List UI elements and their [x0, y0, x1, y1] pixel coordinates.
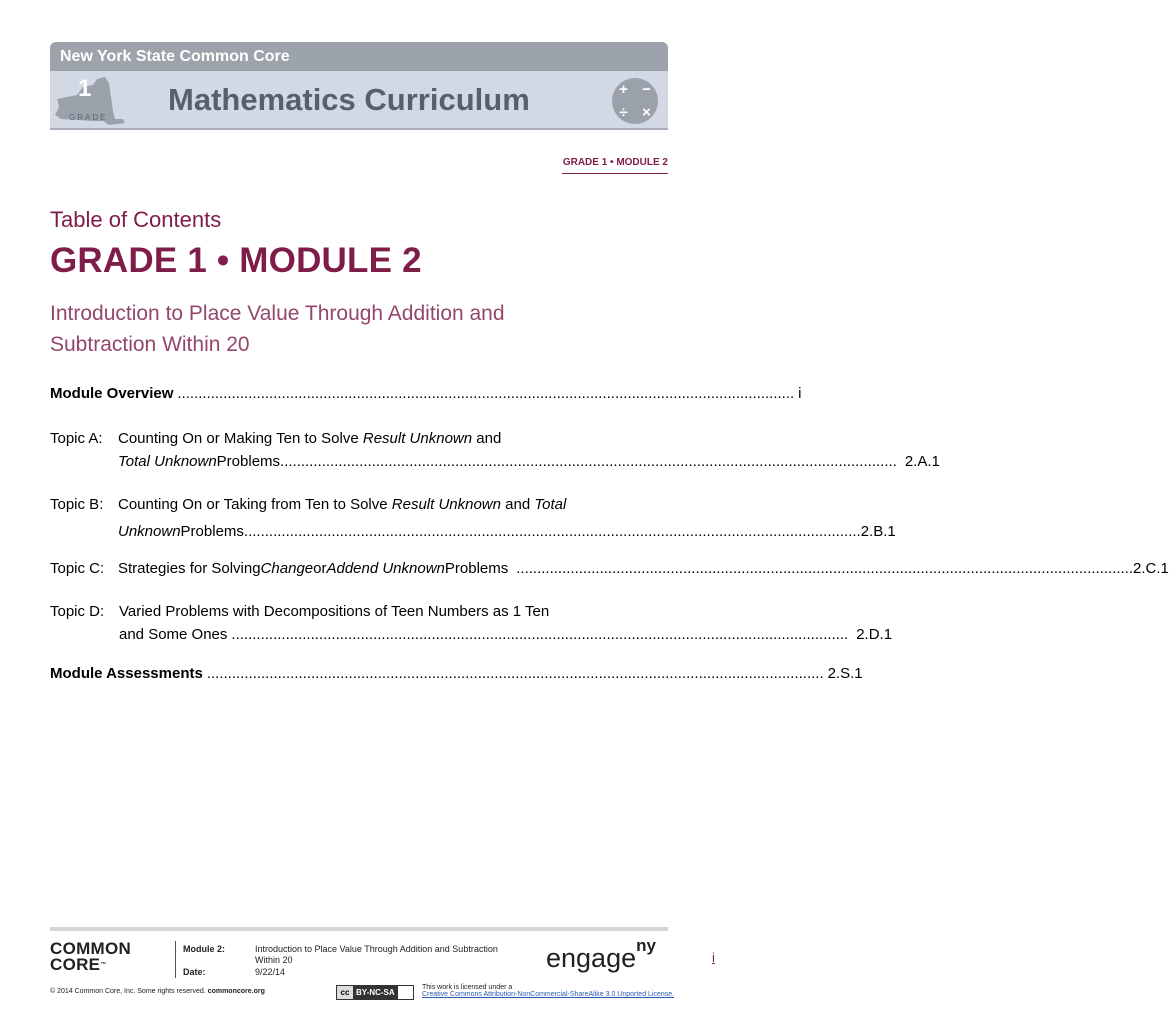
module-label-footer: Module 2:	[183, 944, 225, 954]
leader-dots: ....................................................................................................................................................	[206, 665, 824, 682]
topic-a-text-2: Problems	[216, 453, 281, 470]
topic-a-prefix: Topic A:	[50, 430, 103, 447]
cc-badge-label: BY-NC-SA	[353, 986, 398, 999]
toc-entry-page: i	[798, 385, 802, 402]
topic-b-italic-end: Total	[534, 496, 567, 513]
date-value: 9/22/14	[255, 967, 286, 977]
leader-dots: ....................................................................................................................................................	[231, 626, 849, 643]
cc-icon: cc	[337, 986, 353, 999]
leader-dots: ....................................................................................................................................................	[177, 385, 795, 402]
topic-b-prefix: Topic B:	[50, 496, 104, 513]
toc-entry-overview[interactable]	[50, 382, 802, 405]
topic-d-prefix: Topic D:	[50, 603, 105, 620]
module-label-rule	[562, 173, 668, 174]
topic-b-italic: Result Unknown	[391, 496, 501, 513]
toc-entry-assessments[interactable]	[50, 662, 863, 685]
copyright-site: commoncore.org	[207, 988, 265, 995]
multiply-icon: ×	[642, 104, 651, 121]
license-link[interactable]: Creative Commons Attribution-NonCommercial-ShareAlike 3.0 Unported License.	[422, 991, 675, 998]
toc-entry-label: Module Assessments	[50, 665, 203, 682]
logo-line1: COMMON	[50, 939, 132, 958]
license-intro: This work is licensed under a	[422, 984, 513, 991]
footer-divider	[175, 941, 176, 978]
topic-b-text-mid: and	[500, 496, 535, 513]
module-label: GRADE 1 • MODULE 2	[562, 157, 668, 168]
module-value-1: Introduction to Place Value Through Addition and Subtraction	[255, 944, 498, 954]
topic-b-italic-2: Unknown	[118, 523, 181, 540]
topic-b-text-2: Problems	[180, 523, 244, 540]
grade-module-heading: GRADE 1 • MODULE 2	[50, 241, 422, 280]
toc-entry-page: 2.D.1	[856, 626, 893, 643]
leader-dots: ....................................................................................................................................................	[243, 523, 861, 540]
banner-title: New York State Common Core	[60, 48, 290, 65]
topic-d-line1[interactable]: Varied Problems with Decompositions of Teen Numbers as 1 Ten	[119, 603, 550, 620]
toc-entry-page: 2.C.1	[1133, 560, 1169, 577]
topic-a-text: Counting On or Making Ten to Solve	[118, 430, 363, 447]
module-subtitle: Introduction to Place Value Through Addition and Subtraction Within 20	[50, 302, 505, 356]
topic-d-line2[interactable]	[119, 623, 893, 646]
plus-icon: +	[619, 81, 628, 98]
date-label: Date:	[183, 967, 206, 977]
engageny-logo	[546, 936, 656, 974]
engage-sup: ny	[636, 936, 656, 955]
footer-rule	[50, 927, 668, 931]
topic-c-text-mid: or	[313, 560, 327, 577]
leader-dots: ....................................................................................................................................................	[280, 453, 897, 470]
toc-entry-page: 2.A.1	[904, 453, 940, 470]
topic-c-prefix: Topic C:	[50, 560, 105, 577]
topic-a-line1[interactable]	[118, 427, 501, 450]
curriculum-title: Mathematics Curriculum	[168, 82, 530, 117]
creative-commons-badge[interactable]	[336, 985, 414, 1000]
engage-text: engage	[546, 943, 637, 973]
toc-entry-page: 2.B.1	[860, 523, 896, 540]
grade-number: 1	[78, 75, 92, 102]
topic-a-text-end: and	[472, 430, 502, 447]
topic-c-italic-2: Addend Unknown	[326, 560, 445, 577]
topic-a-italic: Result Unknown	[362, 430, 473, 447]
topic-c-text-end: Problems	[444, 560, 509, 577]
toc-heading: Table of Contents	[50, 207, 222, 232]
copyright-text: © 2014 Common Core, Inc. Some rights reserved.	[50, 988, 208, 995]
banner-top	[50, 42, 668, 71]
page-number[interactable]: i	[712, 950, 715, 965]
leader-dots: ....................................................................................................................................................	[516, 560, 1134, 577]
logo-tm: ™	[100, 962, 107, 968]
topic-c-line1[interactable]	[118, 557, 1169, 580]
topic-c-text: Strategies for Solving	[118, 560, 261, 577]
logo-line2: CORE	[50, 955, 101, 974]
copyright	[50, 986, 265, 997]
toc-entry-page: 2.S.1	[827, 665, 863, 682]
topic-a-line2[interactable]	[118, 450, 940, 473]
common-core-logo	[50, 941, 131, 973]
topic-d-text-2: and Some Ones	[119, 626, 228, 643]
grade-word: GRADE	[69, 113, 108, 122]
topic-b-line1[interactable]	[118, 493, 566, 516]
minus-icon: −	[642, 81, 651, 98]
toc-entry-label: Module Overview	[50, 385, 174, 402]
topic-b-line2[interactable]	[118, 520, 896, 543]
banner-main	[50, 71, 668, 130]
divide-icon: ÷	[619, 104, 628, 121]
module-value-2: Within 20	[255, 955, 293, 965]
topic-b-text: Counting On or Taking from Ten to Solve	[118, 496, 392, 513]
math-operations-icon	[612, 78, 658, 124]
topic-c-italic: Change	[260, 560, 314, 577]
topic-a-italic-2: Total Unknown	[118, 453, 217, 470]
